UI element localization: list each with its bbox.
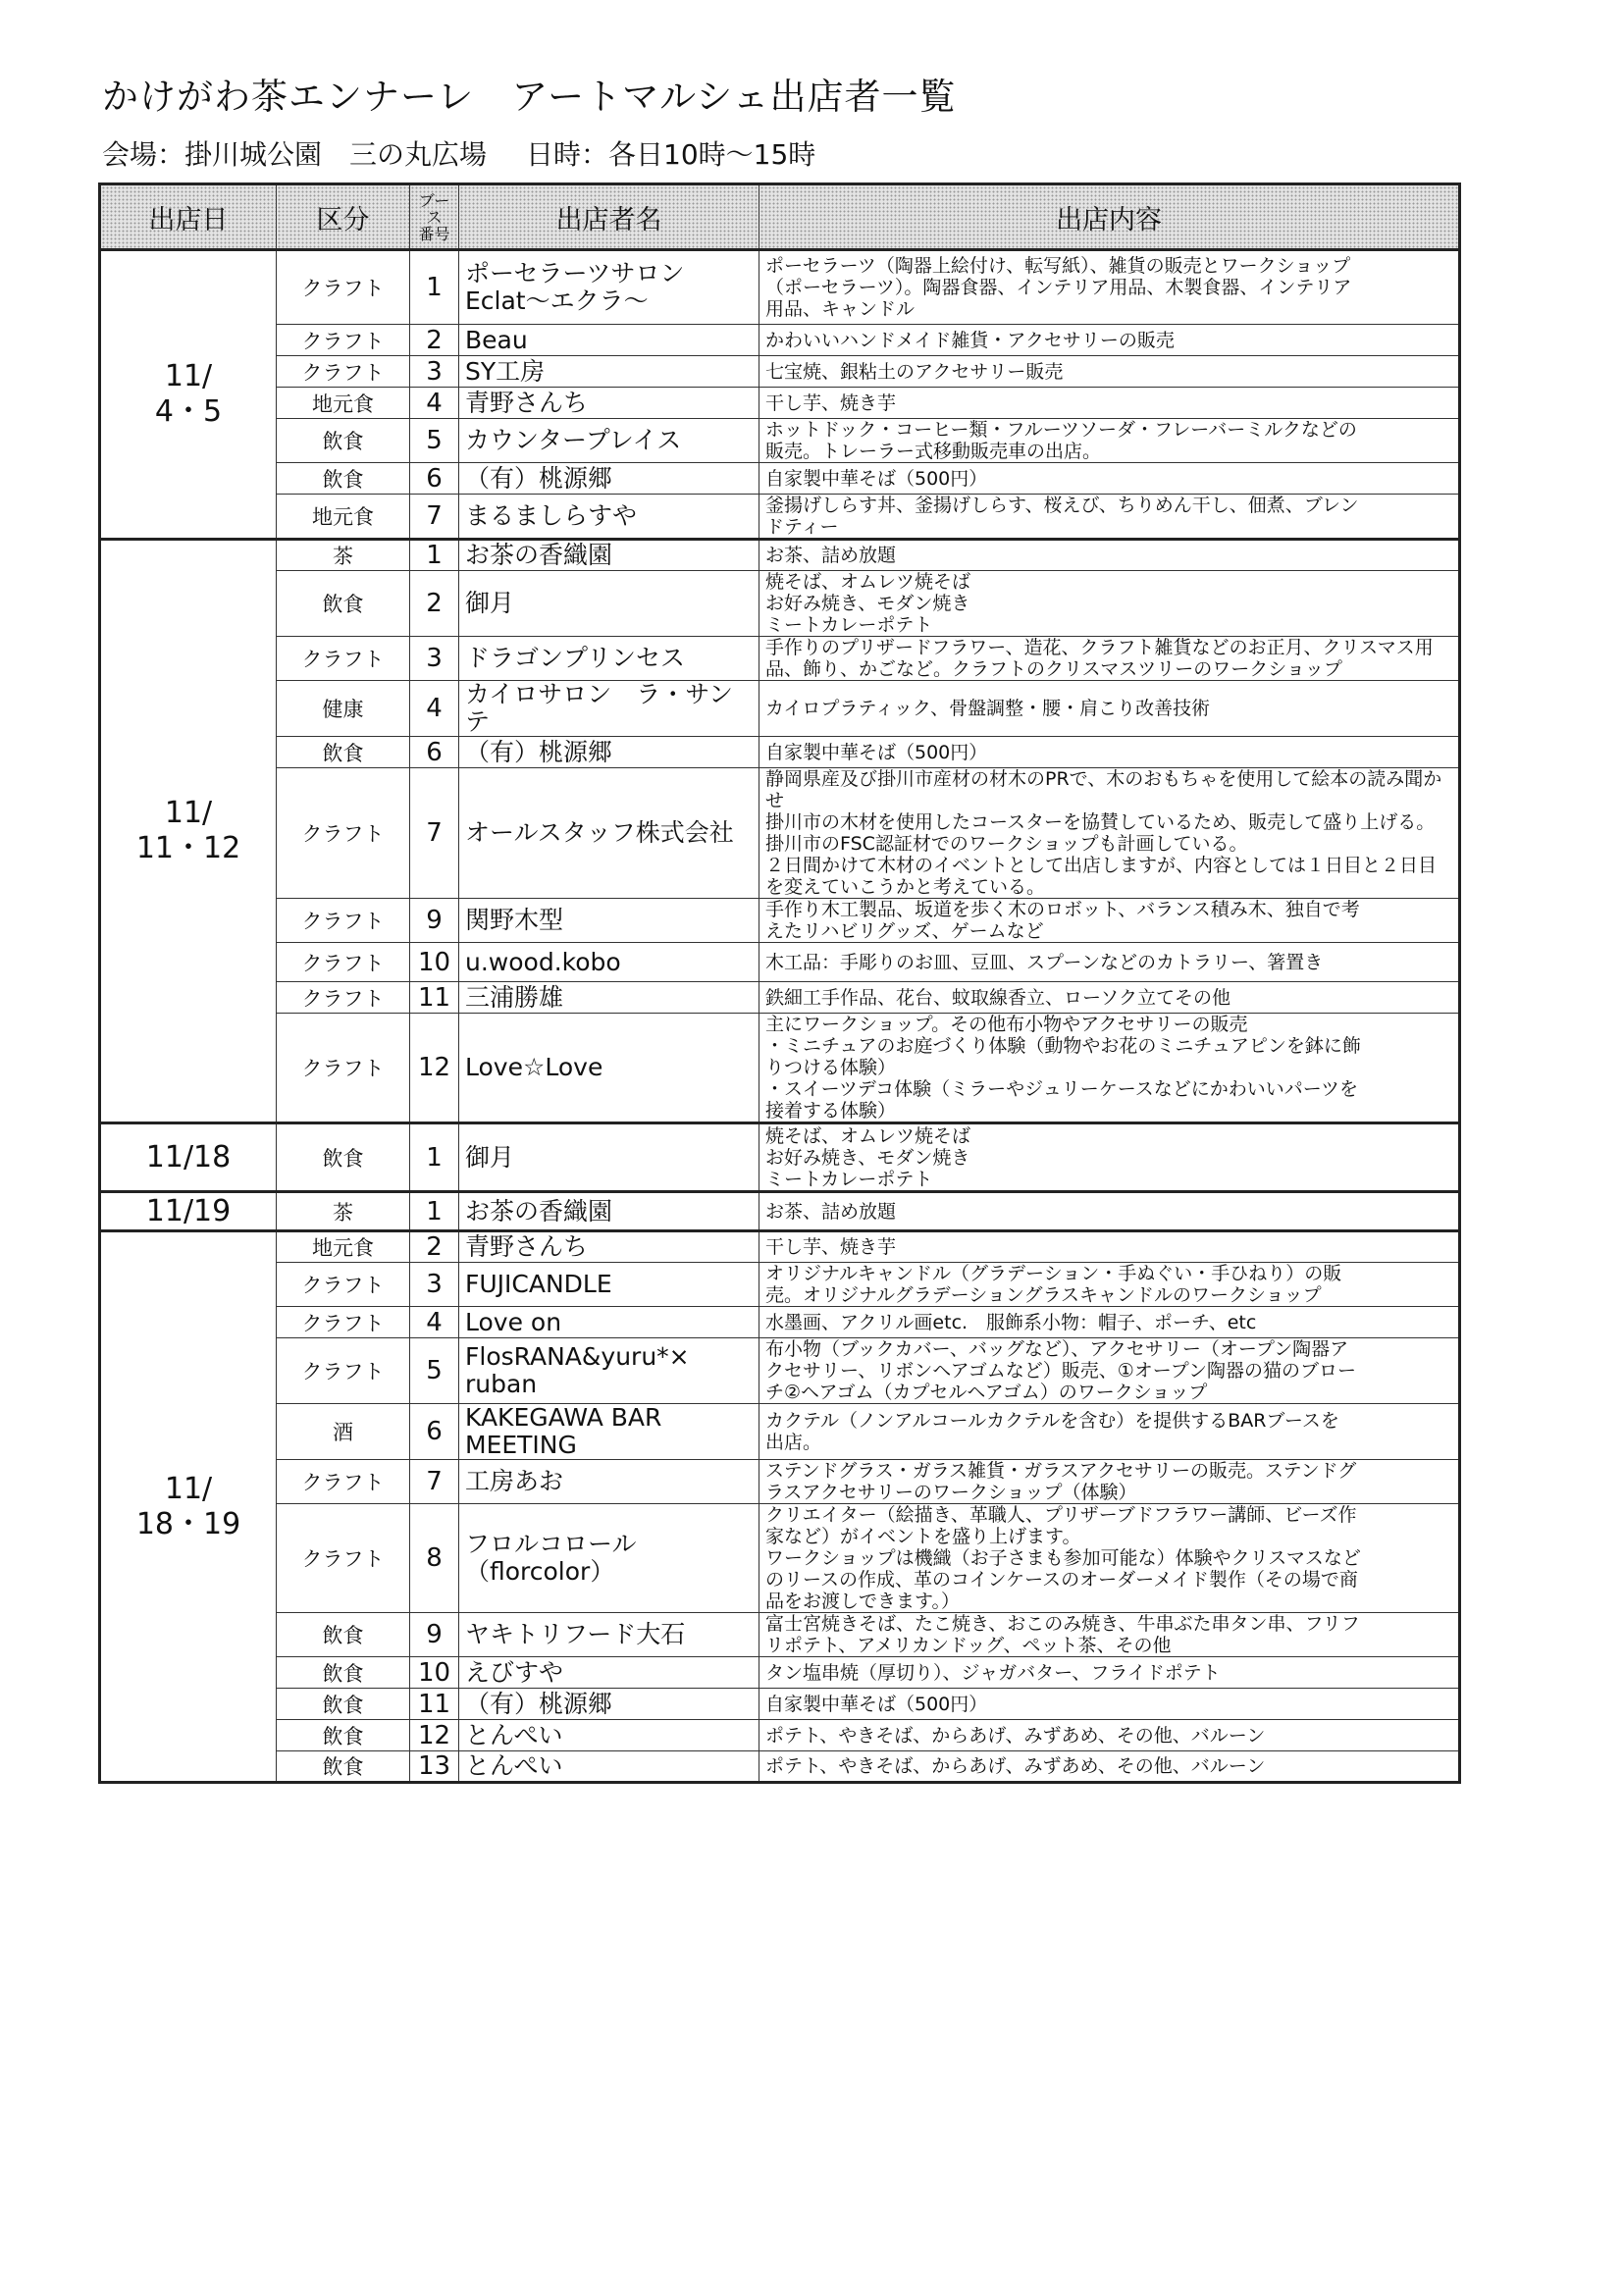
content-cell (759, 1192, 1460, 1231)
content-line: 用品、キャンドル (765, 298, 916, 320)
category-cell: クラフト (277, 250, 410, 325)
category-cell: クラフト (277, 1014, 410, 1123)
booth-number-cell: 5 (410, 1338, 459, 1404)
category-cell: クラフト (277, 943, 410, 982)
date-cell (100, 1192, 277, 1231)
category-cell: 地元食 (277, 495, 410, 540)
booth-number-cell: 3 (410, 356, 459, 388)
table-row (100, 681, 1460, 737)
exhibitor-name-cell (459, 1338, 759, 1404)
content-cell (759, 1689, 1460, 1720)
content-line: 布小物（ブックカバー、バッグなど）、アクセサリー（オープン陶器ア (765, 1338, 1349, 1360)
content-line: 接着する体験） (765, 1100, 897, 1122)
category-cell: 健康 (277, 681, 410, 737)
exhibitor-name-cell (459, 325, 759, 356)
category-cell: 地元食 (277, 1231, 410, 1263)
exhibitor-name-line: MEETING (465, 1431, 577, 1459)
exhibitor-name-line: Love on (465, 1307, 562, 1336)
booth-number-cell: 4 (410, 1307, 459, 1338)
booth-number-cell: 9 (410, 899, 459, 943)
content-line: クセサリー、リボンヘアゴムなど）販売、①オープン陶器の猫のブロー (765, 1360, 1357, 1382)
exhibitor-name-cell (459, 1460, 759, 1504)
category-cell: 酒 (277, 1404, 410, 1460)
content-cell (759, 681, 1460, 737)
category-cell: クラフト (277, 1460, 410, 1504)
table-header-row (100, 184, 1460, 250)
table-row (100, 1689, 1460, 1720)
content-cell (759, 1231, 1460, 1263)
content-line: 干し芋、焼き芋 (765, 391, 897, 414)
table-row (100, 495, 1460, 540)
content-line: 出店。 (765, 1432, 822, 1453)
content-line: カイロプラティック、骨盤調整・腰・肩こり改善技術 (765, 698, 1211, 719)
exhibitor-name-cell (459, 681, 759, 737)
booth-number-cell: 11 (410, 982, 459, 1014)
content-line: 釜揚げしらす丼、釜揚げしらす、桜えび、ちりめん干し、佃煮、ブレン (765, 495, 1359, 516)
event-info (102, 133, 815, 173)
date-line: 11・12 (135, 831, 241, 865)
table-row (100, 571, 1460, 637)
exhibitor-name-cell (459, 737, 759, 768)
exhibitor-name-cell (459, 899, 759, 943)
content-line: 掛川市のFSC認証材でのワークショップも計画している。 (765, 833, 1248, 855)
content-line: えたリハビリグッズ、ゲームなど (765, 920, 1044, 942)
category-cell: 飲食 (277, 1720, 410, 1751)
exhibitor-name-line: 青野さんち (465, 388, 589, 417)
content-line: ミートカレーポテト (765, 614, 933, 636)
content-cell (759, 419, 1460, 463)
date-line: 11/ (164, 1471, 213, 1506)
category-cell: クラフト (277, 325, 410, 356)
table-row (100, 1504, 1460, 1613)
exhibitor-name-line: まるましらすや (465, 501, 638, 530)
exhibitor-name-line: （有）桃源郷 (465, 737, 613, 766)
exhibitor-name-line: とんぺい (465, 1720, 563, 1749)
date-line: 4・5 (154, 394, 223, 429)
exhibitor-name-line: FUJICANDLE (465, 1270, 612, 1298)
exhibitor-name-line: オールスタッフ株式会社 (465, 818, 734, 847)
content-cell (759, 325, 1460, 356)
content-cell (759, 495, 1460, 540)
content-line: のリースの作成、革のコインケースのオーダーメイド製作（その場で商 (765, 1569, 1358, 1591)
content-line: お茶、詰め放題 (765, 545, 897, 566)
category-cell: クラフト (277, 356, 410, 388)
content-cell (759, 1123, 1460, 1192)
category-cell: クラフト (277, 1338, 410, 1404)
booth-number-cell: 7 (410, 1460, 459, 1504)
content-line: （ポーセラーツ）。陶器食器、インテリア用品、木製食器、インテリア (765, 277, 1352, 298)
category-cell: 飲食 (277, 463, 410, 495)
content-cell (759, 1307, 1460, 1338)
date-line: 11/ (164, 359, 213, 393)
content-line: 鉄細工手作品、花台、蚊取線香立、ローソク立てその他 (765, 986, 1231, 1009)
table-row (100, 1231, 1460, 1263)
booth-number-cell: 7 (410, 495, 459, 540)
exhibitor-name-cell (459, 982, 759, 1014)
datetime-text: 日時：各日10時～15時 (526, 138, 816, 171)
table-row (100, 1460, 1460, 1504)
table-row (100, 1404, 1460, 1460)
content-line: お茶、詰め放題 (765, 1200, 897, 1223)
header-booth-number (410, 184, 459, 250)
content-line: リポテト、アメリカンドッグ、ペット茶、その他 (765, 1635, 1172, 1656)
exhibitor-name-cell (459, 1263, 759, 1307)
content-line: 主にワークショップ。その他布小物やアクセサリーの販売 (765, 1014, 1248, 1035)
table-row (100, 637, 1460, 681)
exhibitor-table (98, 183, 1461, 1784)
exhibitor-name-line: Eclat～エクラ～ (465, 287, 649, 315)
table-row (100, 250, 1460, 325)
exhibitor-name-cell (459, 463, 759, 495)
booth-number-cell: 1 (410, 540, 459, 571)
content-line: せ (765, 790, 785, 811)
category-cell: クラフト (277, 637, 410, 681)
content-cell (759, 356, 1460, 388)
content-line: 自家製中華そば（500円） (765, 467, 988, 490)
table-row (100, 1720, 1460, 1751)
category-cell: 飲食 (277, 1689, 410, 1720)
content-line: ホットドック・コーヒー類・フルーツソーダ・フレーバーミルクなどの (765, 419, 1357, 441)
table-row (100, 1123, 1460, 1192)
exhibitor-name-cell (459, 571, 759, 637)
content-cell (759, 1404, 1460, 1460)
exhibitor-name-cell (459, 1192, 759, 1231)
table-row (100, 540, 1460, 571)
content-line: 掛川市の木材を使用したコースターを協賛しているため、販売して盛り上げる。 (765, 811, 1436, 833)
content-line: 自家製中華そば（500円） (765, 1693, 988, 1715)
exhibitor-name-line: FlosRANA&yuru*× (465, 1342, 690, 1371)
content-cell (759, 463, 1460, 495)
category-cell: 飲食 (277, 571, 410, 637)
category-cell: 茶 (277, 1192, 410, 1231)
exhibitor-name-cell (459, 1231, 759, 1263)
table-row (100, 943, 1460, 982)
booth-number-cell: 2 (410, 1231, 459, 1263)
date-line: 11/ (164, 796, 213, 830)
table-row (100, 1613, 1460, 1657)
booth-number-cell: 13 (410, 1751, 459, 1783)
exhibitor-name-line: （有）桃源郷 (465, 463, 613, 493)
booth-number-cell: 8 (410, 1504, 459, 1613)
content-line: チ②ヘアゴム（カプセルヘアゴム）のワークショップ (765, 1382, 1208, 1403)
exhibitor-name-line: u.wood.kobo (465, 947, 621, 976)
exhibitor-name-cell (459, 356, 759, 388)
table-row (100, 1014, 1460, 1123)
content-line: ポテト、やきそば、からあげ、みずあめ、その他、バルーン (765, 1724, 1266, 1747)
table-row (100, 1657, 1460, 1689)
header-category: 区分 (277, 184, 410, 250)
exhibitor-name-line: 関野木型 (465, 906, 564, 934)
header-date: 出店日 (100, 184, 277, 250)
booth-number-cell: 6 (410, 1404, 459, 1460)
booth-number-cell: 7 (410, 768, 459, 899)
booth-number-cell: 1 (410, 250, 459, 325)
content-cell (759, 1338, 1460, 1404)
content-line: 焼そば、オムレツ焼そば (765, 1124, 971, 1147)
table-row (100, 1338, 1460, 1404)
content-cell (759, 1657, 1460, 1689)
table-row (100, 1263, 1460, 1307)
table-row (100, 419, 1460, 463)
exhibitor-name-line: お茶の香織園 (465, 541, 613, 569)
content-line: ラスアクセサリーのワークショップ（体験） (765, 1482, 1137, 1503)
content-line: 水墨画、アクリル画etc. 服飾系小物：帽子、ポーチ、etc (765, 1311, 1257, 1333)
content-line: ・ミニチュアのお庭づくり体験（動物やお花のミニチュアピンを鉢に飾 (765, 1035, 1361, 1057)
header-booth-line: ブース (418, 190, 450, 227)
category-cell: 飲食 (277, 1657, 410, 1689)
content-cell (759, 899, 1460, 943)
exhibitor-name-cell (459, 1720, 759, 1751)
exhibitor-name-line: SY工房 (465, 356, 546, 386)
table-row (100, 356, 1460, 388)
exhibitor-name-cell (459, 1123, 759, 1192)
content-line: 木工品：手彫りのお皿、豆皿、スプーンなどのカトラリー、箸置き (765, 951, 1324, 973)
category-cell: 飲食 (277, 737, 410, 768)
header-exhibitor-name: 出店者名 (459, 184, 759, 250)
content-line: 手作り木工製品、坂道を歩く木のロボット、バランス積み木、独自で考 (765, 899, 1360, 920)
booth-number-cell: 6 (410, 737, 459, 768)
content-cell (759, 388, 1460, 419)
table-row (100, 325, 1460, 356)
content-cell (759, 1720, 1460, 1751)
booth-number-cell: 9 (410, 1613, 459, 1657)
exhibitor-name-line: 御月 (465, 589, 515, 617)
venue-text: 会場：掛川城公園 三の丸広場 (102, 138, 488, 171)
booth-number-cell: 10 (410, 943, 459, 982)
booth-number-cell: 1 (410, 1123, 459, 1192)
content-line: タン塩串焼（厚切り）、ジャガバター、フライドポテト (765, 1661, 1221, 1684)
content-line: 家など）がイベントを盛り上げます。 (765, 1526, 1081, 1547)
booth-number-cell: 6 (410, 463, 459, 495)
exhibitor-name-cell (459, 1689, 759, 1720)
table-row (100, 899, 1460, 943)
content-line: ミートカレーポテト (765, 1168, 933, 1190)
content-cell (759, 982, 1460, 1014)
content-line: りつける体験） (765, 1057, 897, 1078)
content-cell (759, 1014, 1460, 1123)
booth-number-cell: 12 (410, 1720, 459, 1751)
date-cell (100, 250, 277, 540)
table-row (100, 388, 1460, 419)
exhibitor-name-cell (459, 1751, 759, 1783)
category-cell: クラフト (277, 1504, 410, 1613)
exhibitor-name-line: 工房あお (465, 1467, 564, 1495)
exhibitor-name-line: 三浦勝雄 (465, 982, 564, 1012)
content-line: ドティー (765, 516, 839, 538)
table-row (100, 737, 1460, 768)
exhibitor-name-cell (459, 1613, 759, 1657)
date-line: 18・19 (135, 1506, 241, 1541)
date-line: 11/19 (145, 1193, 232, 1228)
exhibitor-name-line: フロルコロール (465, 1530, 637, 1558)
content-cell (759, 637, 1460, 681)
date-cell (100, 540, 277, 1123)
content-cell (759, 540, 1460, 571)
category-cell: 飲食 (277, 1751, 410, 1783)
exhibitor-name-cell (459, 540, 759, 571)
exhibitor-name-cell (459, 250, 759, 325)
content-cell (759, 1613, 1460, 1657)
content-line: お好み焼き、モダン焼き (765, 1146, 970, 1169)
content-line: 七宝焼、銀粘土のアクセサリー販売 (765, 360, 1064, 383)
content-cell (759, 768, 1460, 899)
exhibitor-name-line: カウンタープレイス (465, 426, 682, 454)
content-cell (759, 1460, 1460, 1504)
content-line: ポーセラーツ（陶器上絵付け、転写紙）、雑貨の販売とワークショップ (765, 255, 1351, 277)
table-row (100, 1192, 1460, 1231)
exhibitor-name-line: えびすや (465, 1657, 564, 1687)
table-body (100, 250, 1460, 1783)
content-line: 品をお渡しできます。） (765, 1591, 960, 1612)
booth-number-cell: 4 (410, 681, 459, 737)
category-cell: 茶 (277, 540, 410, 571)
content-line: 自家製中華そば（500円） (765, 741, 988, 763)
content-line: 売。オリジナルグラデーショングラスキャンドルのワークショップ (765, 1284, 1322, 1306)
exhibitor-name-line: ヤキトリフード大石 (465, 1620, 686, 1648)
table-row (100, 463, 1460, 495)
exhibitor-name-line: （florcolor） (465, 1557, 615, 1586)
table-row (100, 982, 1460, 1014)
content-line: ・スイーツデコ体験（ミラーやジュリーケースなどにかわいいパーツを (765, 1078, 1359, 1100)
content-line: ポテト、やきそば、からあげ、みずあめ、その他、バルーン (765, 1755, 1266, 1777)
content-cell (759, 571, 1460, 637)
content-line: 焼そば、オムレツ焼そば (765, 571, 971, 593)
page-title: かけがわ茶エンナーレ アートマルシェ出店者一覧 (102, 76, 957, 118)
exhibitor-name-cell (459, 943, 759, 982)
exhibitor-name-cell (459, 1307, 759, 1338)
header-booth-line: 番号 (418, 224, 450, 243)
exhibitor-name-line: とんぺい (465, 1751, 563, 1780)
content-line: 手作りのプリザードフラワー、造花、クラフト雑貨などのお正月、クリスマス用 (765, 637, 1434, 658)
booth-number-cell: 10 (410, 1657, 459, 1689)
table-row (100, 1751, 1460, 1783)
content-line: 干し芋、焼き芋 (765, 1236, 897, 1258)
table-row (100, 768, 1460, 899)
category-cell: 飲食 (277, 1613, 410, 1657)
content-line: ワークショップは機織（お子さまも参加可能な）体験やクリスマスなど (765, 1547, 1361, 1569)
exhibitor-name-line: 青野さんち (465, 1232, 589, 1261)
content-line: ステンドグラス・ガラス雑貨・ガラスアクセサリーの販売。ステンドグ (765, 1460, 1357, 1482)
date-cell (100, 1123, 277, 1192)
category-cell: 飲食 (277, 419, 410, 463)
content-line: 販売。トレーラー式移動販売車の出店。 (765, 441, 1102, 462)
exhibitor-name-cell (459, 637, 759, 681)
content-line: オリジナルキャンドル（グラデーション・手ぬぐい・手ひねり）の販 (765, 1263, 1342, 1284)
exhibitor-name-cell (459, 495, 759, 540)
booth-number-cell: 12 (410, 1014, 459, 1123)
content-cell (759, 250, 1460, 325)
exhibitor-name-line: 御月 (465, 1142, 515, 1172)
content-line: 品、飾り、かごなど。クラフトのクリスマスツリーのワークショップ (765, 658, 1342, 680)
exhibitor-name-line: ポーセラーツサロン (465, 259, 685, 287)
category-cell: 地元食 (277, 388, 410, 419)
content-cell (759, 1751, 1460, 1783)
content-line: ２日間かけて木材のイベントとして出店しますが、内容としては１日目と２日目 (765, 855, 1438, 876)
exhibitor-name-line: カイロサロン ラ・サンテ (465, 680, 734, 736)
content-line: 富士宮焼きそば、たこ焼き、おこのみ焼き、牛串ぶた串タン串、フリフ (765, 1613, 1360, 1635)
exhibitor-name-cell (459, 419, 759, 463)
exhibitor-name-line: （有）桃源郷 (465, 1689, 613, 1718)
exhibitor-name-line: お茶の香織園 (465, 1196, 613, 1226)
exhibitor-name-line: Beau (465, 325, 528, 354)
content-line: お好み焼き、モダン焼き (765, 593, 970, 614)
category-cell: クラフト (277, 982, 410, 1014)
category-cell: クラフト (277, 1263, 410, 1307)
booth-number-cell: 3 (410, 637, 459, 681)
exhibitor-name-line: ドラゴンプリンセス (465, 644, 686, 672)
booth-number-cell: 4 (410, 388, 459, 419)
booth-number-cell: 2 (410, 325, 459, 356)
content-cell (759, 1263, 1460, 1307)
exhibitor-name-cell (459, 1014, 759, 1123)
booth-number-cell: 2 (410, 571, 459, 637)
table-row (100, 1307, 1460, 1338)
category-cell: 飲食 (277, 1123, 410, 1192)
content-cell (759, 943, 1460, 982)
category-cell: クラフト (277, 1307, 410, 1338)
date-cell (100, 1231, 277, 1783)
booth-number-cell: 11 (410, 1689, 459, 1720)
date-line: 11/18 (145, 1139, 232, 1174)
content-line: を変えていこうかと考えている。 (765, 876, 1046, 898)
category-cell: クラフト (277, 899, 410, 943)
exhibitor-name-cell (459, 1504, 759, 1613)
exhibitor-name-cell (459, 1657, 759, 1689)
exhibitor-name-cell (459, 1404, 759, 1460)
exhibitor-name-line: Love☆Love (465, 1053, 603, 1081)
booth-number-cell: 5 (410, 419, 459, 463)
content-line: 静岡県産及び掛川市産材の材木のPRで、木のおもちゃを使用して絵本の読み聞か (765, 768, 1442, 790)
header-content: 出店内容 (759, 184, 1460, 250)
exhibitor-name-cell (459, 388, 759, 419)
booth-number-cell: 1 (410, 1192, 459, 1231)
booth-number-cell: 3 (410, 1263, 459, 1307)
content-line: クリエイター（絵描き、革職人、プリザーブドフラワー講師、ビーズ作 (765, 1504, 1357, 1526)
content-line: カクテル（ノンアルコールカクテルを含む）を提供するBARブースを (765, 1410, 1339, 1432)
content-cell (759, 737, 1460, 768)
exhibitor-name-line: KAKEGAWA BAR (465, 1403, 662, 1432)
category-cell: クラフト (277, 768, 410, 899)
content-cell (759, 1504, 1460, 1613)
content-line: かわいいハンドメイド雑貨・アクセサリーの販売 (765, 329, 1175, 351)
exhibitor-name-line: ruban (465, 1370, 538, 1398)
exhibitor-name-cell (459, 768, 759, 899)
